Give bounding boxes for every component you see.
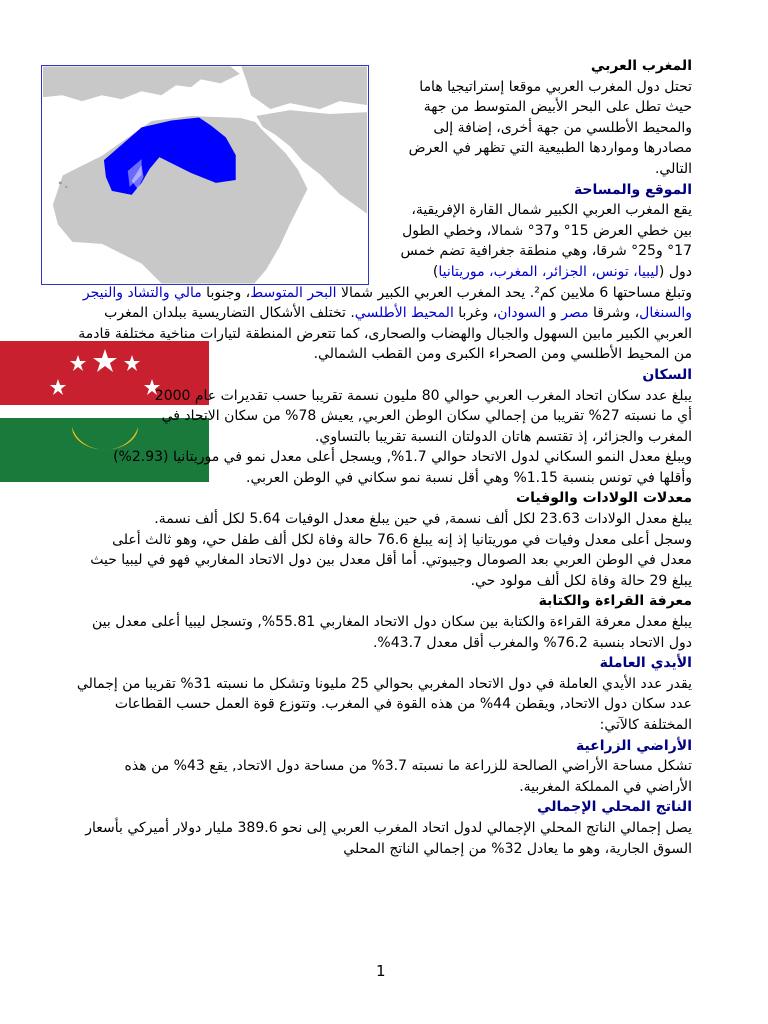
paren-open: (	[658, 263, 665, 280]
rates-paragraph-2: وسجل أعلى معدل وفيات في موريتانيا إذ إنه يبلغ 76.6 حالة وفاة لكل ألف طفل حي، وهو ثالث أعلى معدل في الوطن العربي بعد الصومال وجيبوتي. أما أقل معدل بين دول الاتحاد المغاربي فهو في ليبيا حيث يبلغ 29 حالة وفاة لكل ألف مولود حي.	[90, 531, 692, 589]
gdp-paragraph: يصل إجمالي الناتج المحلي الإجمالي لدول اتحاد المغرب العربي إلى نحو 389.6 مليار دولار أميركي بأسعار السوق الجارية، وهو ما يعادل 32% من إجمالي الناتج المحلي	[85, 819, 692, 857]
workforce-heading: الأيدي العاملة	[599, 655, 692, 672]
location-heading: الموقع والمساحة	[573, 181, 692, 198]
rates-heading: معدلات الولادات والوفيات	[516, 490, 692, 507]
agri-paragraph: تشكل مساحة الأراضي الصالحة للزراعة ما نسبته 3.7% من مساحة دول الاتحاد, يقع 43% من هذه الأراضي في المملكة المغربية.	[124, 758, 692, 795]
rates-paragraph-1: يبلغ معدل الولادات 23.63 لكل ألف نسمة, في حين يبلغ معدل الوفيات 5.64 لكل ألف نسمة.	[154, 511, 692, 528]
doc-title: المغرب العربي	[590, 58, 692, 74]
agri-heading: الأراضي الزراعية	[575, 737, 692, 754]
mediterranean-link[interactable]: البحر المتوسط	[250, 284, 337, 301]
literacy-paragraph: يبلغ معدل معرفة القراءة والكتابة بين سكان دول الاتحاد المغاربي 55.81%, وتسجل ليبيا أعلى معدل بين دول الاتحاد بنسبة 76.2% والمغرب أقل معدل 43.7%.	[91, 614, 692, 651]
workforce-paragraph: يقدر عدد الأيدي العاملة في دول الاتحاد المغربي بحوالي 25 مليونا وتشكل ما نسبته 31% تقريبا من إجمالي عدد سكان دول الاتحاد, ويقطن 44% من هذه القوة في المغرب. وتتوزع قوة العمل حسب القطاعات المختلفة كالآتي:	[76, 675, 692, 733]
borders-text-e: ، وغربا	[453, 305, 498, 322]
population-heading: السكان	[642, 366, 692, 383]
atlantic-link[interactable]: المحيط الأطلسي	[354, 305, 454, 322]
article-text	[76, 56, 692, 859]
population-paragraph-2: ويبلغ معدل النمو السكاني لدول الاتحاد حوالي 1.7%, ويسجل أعلى معدل نمو في موريتانيا (2.93%) وأقلها في تونس بنسبة 1.15% وهي أقل نسبة نمو سكاني في الوطن العربي.	[113, 449, 692, 486]
location-text: يقع المغرب العربي الكبير شمال القارة الإفريقية، بين خطي العرض 15° و37° شمالا، وخطي الطول 17° و25° شرقا، وهي منطقة جغرافية تضم خمس دول	[400, 202, 692, 280]
borders-text-c: ، وشرقا	[588, 305, 640, 322]
page-number: 1	[376, 962, 386, 980]
gdp-heading: الناتج المحلي الإجمالي	[537, 799, 692, 816]
paren-close: )	[432, 263, 439, 280]
intro-paragraph: تحتل دول المغرب العربي موقعا إستراتيجيا هاما حيث تطل على البحر الأبيض المتوسط من جهة والمحيط الأطلسي من جهة أخرى، إضافة إلى مصادرها ومواردها الطبيعية التي تظهر في العرض التالي.	[408, 78, 692, 177]
literacy-heading: معرفة القراءة والكتابة	[538, 593, 692, 610]
borders-text-b: ، وجنوبا	[201, 284, 251, 301]
borders-text-a: وتبلغ مساحتها 6 ملايين كم². يحد المغرب العربي الكبير شمالا	[336, 284, 692, 301]
borders-text-f: . تختلف الأشكال التضاريسية ببلدان المغرب العربي الكبير مابين السهول والجبال والهضاب والصحارى، كما تتعرض المنطقة لتيارات مناخية مختلفة قادمة من المحيط الأطلسي ومن الصحراء الكبرى ومن القطب الشمالي.	[78, 305, 692, 363]
population-paragraph-1: يبلغ عدد سكان اتحاد المغرب العربي حوالي 80 مليون نسمة تقريبا حسب تقديرات عام 2000 أي ما نسبته 27% تقريبا من إجمالي سكان الوطن العربي, يعيش 78% من سكان الاتحاد في المغرب والجزائر، إذ تقتسم هاتان الدولتان النسبة تقريبا بالتساوي.	[154, 387, 692, 445]
south-countries-link[interactable]: مالي والتشاد والنيجر والسنغال	[82, 284, 692, 322]
location-paragraph	[392, 200, 692, 282]
borders-text-d: و	[545, 305, 562, 322]
borders-paragraph	[76, 283, 692, 365]
sudan-link[interactable]: السودان	[497, 305, 546, 322]
countries-link[interactable]: ليبيا، تونس، الجزائر، المغرب، موريتانيا	[438, 263, 659, 280]
egypt-link[interactable]: مصر	[561, 305, 589, 322]
